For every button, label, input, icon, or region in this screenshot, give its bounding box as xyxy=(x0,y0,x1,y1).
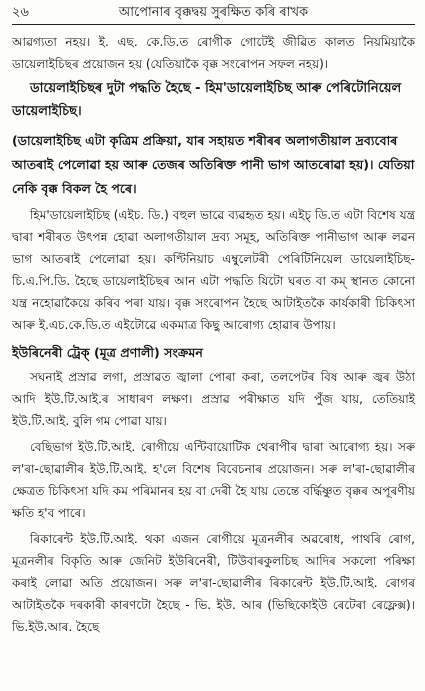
hemodialysis-paragraph: হিম'ডায়েলাইচিছ (এইচ. ডি.) বহুল ভাৱে ব্যৱহৃত হয়। এইচ্ ডি.ত এটা বিশেষ যন্ত্ৰ দ্বাৰা শৰীৰত উৎপন্ন হোৱা অলাগতীয়াল দ্ৰব্য সমূহ, অতিৰিক্ত পানীভাগ আৰু লৱন ভাগ আতৰাই পেলোৱা হয়। কণ্টিনিয়াচ এম্বুলেটৰী পেৰিটিনিয়েল ডায়েলাইচিছ- চি.এ.পি.ডি. হৈছে ডায়েলাইচিছৰ আন এটা পদ্ধতি যিটো ঘৰত বা কম্ স্থানত কোনো যন্ত্ৰ নহোৱাকৈয়ে কৰিব পৰা যায়। বৃক্ক সংৰোপন হৈছে আটাইতকৈ কাৰ্যকাৰী চিকিৎসা আৰু ই.এচ.কে.ডি.ত এইটোৱে একমাত্ৰ কিছু আৰোগ্য হোৱাৰ উপায়। xyxy=(12,208,415,332)
intro-paragraph: আৱগ্যতা নহয়। ই. এছ. কে.ডি.ত ৰোগীক গোটেই জীৱিত কালত নিয়মিয়াকৈ ডায়েলাইচিছৰ প্ৰয়োজন হয় (যেতিয়াকৈ বৃক্ক সংৰোপন সফল নহয়)। xyxy=(12,35,415,71)
page-header xyxy=(12,4,415,22)
dialysis-definition: (ডায়েলাইচিছ এটা কৃত্ৰিম প্ৰক্ৰিয়া, যাৰ সহায়ত শৰীৰৰ অলাগতীয়াল দ্ৰব্যবোৰ আতৰাই পেলোৱা হয় আৰু তেজৰ অতিৰিক্ত পানী ভাগ আতৰোৱা হয়)। যেতিয়া নেকি বৃক্ক বিকল হৈ পৰে। xyxy=(12,133,415,196)
uti-symptoms-paragraph: সঘনাই প্ৰস্ৰাৱ লগা, প্ৰস্ৰাৱত জ্বালা পোৰা কৰা, তলপেটৰ বিষ আৰু জ্বৰ উঠা আদি ইউ.টি.আই.ৰ সাধাৰণ লক্ষণ। প্ৰস্ৰাৱ পৰীক্ষাত যদি পুঁজ যায়, তেতিয়াই ইউ.টি.আই. বুলি গম পোৱা যায়। xyxy=(12,370,415,428)
header-rule xyxy=(12,24,415,25)
uti-section-heading: ইউৰিনেৰী ট্ৰেক্ (মূত্ৰ প্ৰণালী) সংক্ৰমন xyxy=(12,345,203,360)
running-title: আপোনাৰ বৃক্কদ্বয় সুৰক্ষিত কৰি ৰাখক xyxy=(118,5,309,20)
page-number: ২৬ xyxy=(12,5,29,20)
recurrent-uti-paragraph: ৰিকাৰেন্ট ইউ.টি.আই. থকা এজন ৰোগীয়ে মূত্ৰনলীৰ অৱৰোধ, পাথৰি ৰোগ, মূত্ৰনলীৰ বিকৃতি আৰু জেনিট ইউৰিনেৰী, টিউবাৰকুলচিছ আদিৰ সকলো পৰিক্ষা কৰাই লোৱা অতি প্ৰয়োজন। সৰু ল'ৰা-ছোৱালীৰ ৰিকাৰেন্ট ইউ.টি.আই. ৰোগৰ আটাইতকৈ দৰকাৰী কাৰণটো হৈছে - ভি. ইউ. আৰ (ভিছিকোইউ ৰেটেৰা ৰেফ্লেক্স)। ভি.ইউ.আৰ. হৈছে xyxy=(12,532,415,634)
dialysis-methods-heading: ডায়েলাইচিছৰ দুটা পদ্ধতি হৈছে - হিম'ডায়েলাইচিছ আৰু পেৰিটোনিয়েল ডায়েলাইচিছ। xyxy=(12,81,402,119)
uti-treatment-paragraph: বেছিভাগ ইউ.টি.আই. ৰোগীয়ে এন্টিবায়োটিক থেৰাপীৰ দ্বাৰা আৰোগ্য হয়। সৰু ল'ৰা-ছোৱালীৰ ইউ.টি.আই. হ'লে বিশেষ বিবেচনাৰ প্ৰয়োজন। সৰু ল'ৰা-ছোৱালীৰ ক্ষেত্ৰত চিকিৎসা যদি কম পৰিমানৰ হয় বা দেৰী হৈ যায় তেন্তে বৰ্দ্ধিষ্ণুত বৃক্কৰ অপূৰণীয় ক্ষতি হ'ব পাৰে। xyxy=(12,440,415,520)
